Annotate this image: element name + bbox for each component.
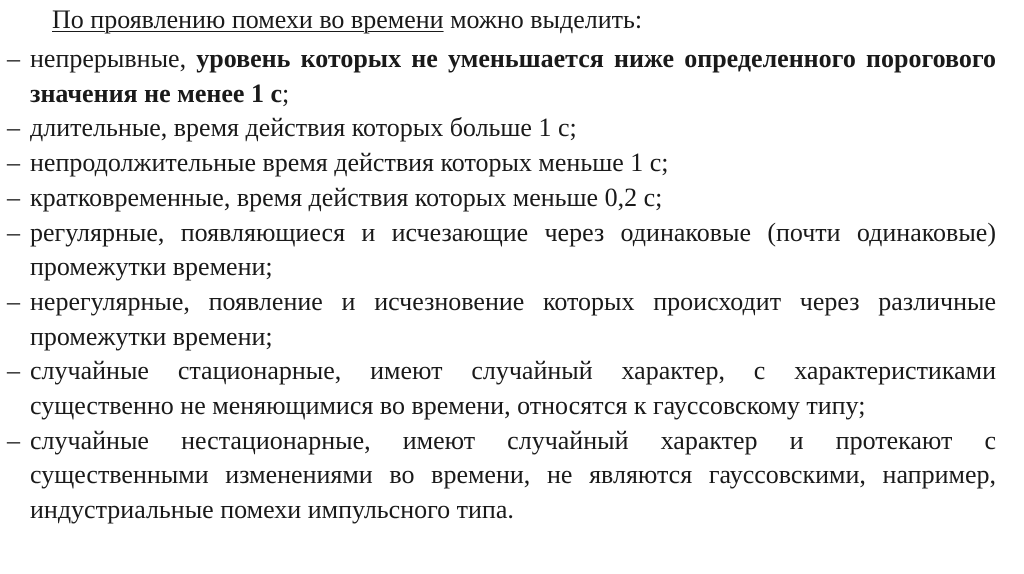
list-item xyxy=(0,216,1024,285)
page-heading xyxy=(52,3,642,37)
list-item xyxy=(0,285,1024,354)
item-text: случайные нестационарные, имеют случайный характер и протекают с существенными изменениями во времени, не являются гауссовскими, например, индустриальные помехи импульсного типа. xyxy=(30,425,996,525)
item-text: случайные стационарные, имеют случайный характер, с характеристиками существенно не меняющимися во времени, относятся к гауссовскому типу; xyxy=(30,356,996,421)
list-item xyxy=(0,42,1024,111)
interference-types-list xyxy=(0,42,1024,528)
dash-bullet: – xyxy=(7,217,20,247)
item-text: непродолжительные время действия которых меньше 1 с; xyxy=(30,148,669,178)
item-text: нерегулярные, появление и исчезновение которых происходит через различные промежутки времени; xyxy=(30,286,996,351)
dash-bullet: – xyxy=(7,356,20,386)
dash-bullet: – xyxy=(7,182,20,212)
list-item xyxy=(0,111,1024,146)
item-bold-text: уровень которых не уменьшается ниже определенного порогового значения не менее 1 с xyxy=(30,44,996,108)
heading-underlined-text: По проявлению помехи во времени xyxy=(52,5,444,34)
item-text: длительные, время действия которых больше 1 с; xyxy=(30,113,577,143)
dash-bullet: – xyxy=(7,286,20,316)
list-item xyxy=(0,146,1024,181)
dash-bullet: – xyxy=(7,113,20,143)
dash-bullet: – xyxy=(7,148,20,178)
item-text: кратковременные, время действия которых меньше 0,2 с; xyxy=(30,182,663,212)
list-item xyxy=(0,424,1024,528)
heading-rest-text: можно выделить: xyxy=(443,5,643,34)
dash-bullet: – xyxy=(7,425,20,455)
item-text: регулярные, появляющиеся и исчезающие через одинаковые (почти одинаковые) промежутки времени; xyxy=(30,217,996,282)
dash-bullet: – xyxy=(7,44,20,73)
list-item xyxy=(0,181,1024,216)
list-item xyxy=(0,354,1024,423)
item-tail-text: ; xyxy=(282,78,290,108)
item-text: непрерывные, xyxy=(30,44,197,73)
